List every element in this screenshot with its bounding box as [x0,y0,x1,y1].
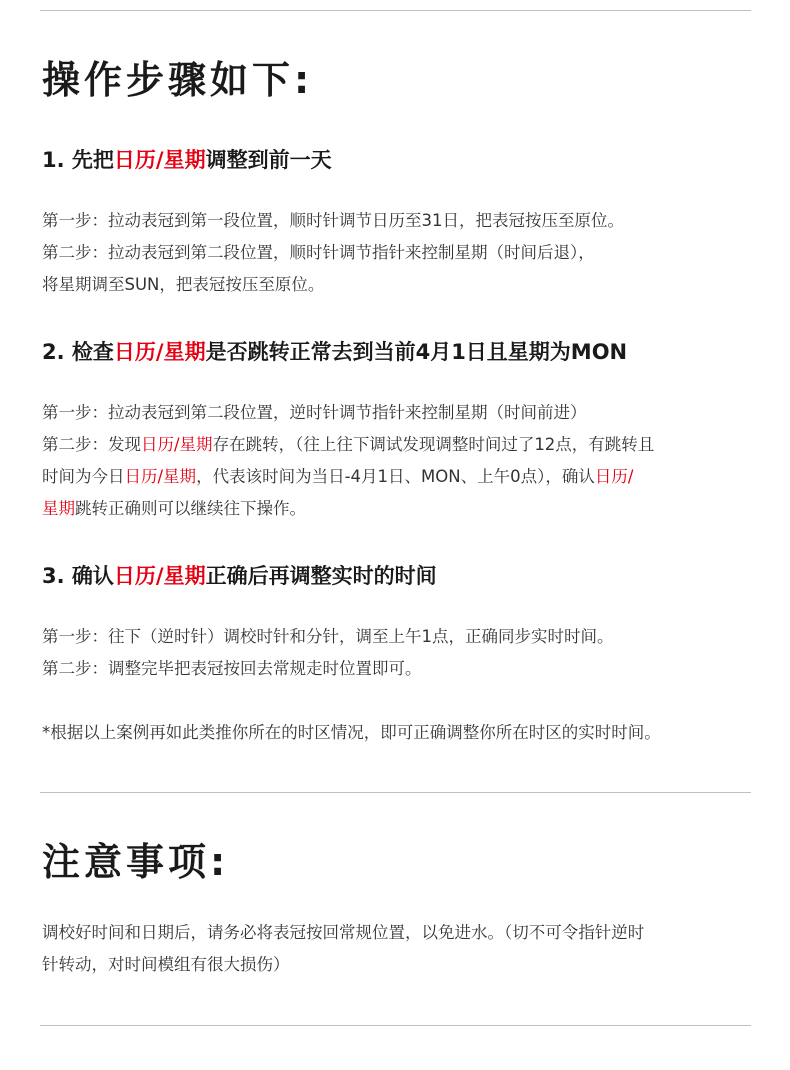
step2-line-3-highlight-2: 日历/ [594,467,634,486]
top-divider [40,10,751,11]
step2-line-4 [42,493,757,525]
step1-line-2: 第二步：拉动表冠到第二段位置，顺时针调节指针来控制星期（时间后退）， [42,243,595,262]
step3-line-2: 第二步：调整完毕把表冠按回去常规走时位置即可。 [42,659,422,678]
step3-line-1: 第一步：往下（逆时针）调校时针和分针，调至上午1点，正确同步实时时间。 [42,627,614,646]
step1-line-1: 第一步：拉动表冠到第一段位置，顺时针调节日历至31日，把表冠按压至原位。 [42,211,624,230]
step2-line-3 [42,461,757,493]
bottom-divider [40,1025,751,1026]
step1-heading-highlight: 日历/星期 [113,148,206,172]
notes-line-2: 针转动，对时间模组有很大损伤） [42,955,290,974]
step1-heading-suffix: 调整到前一天 [205,148,332,172]
footnote [42,717,757,749]
step2-heading-suffix: 是否跳转正常去到当前4月1日且星期为MON [205,340,628,364]
notes-line-1: 调校好时间和日期后，请务必将表冠按回常规位置，以免进水。（切不可令指针逆时 [42,923,645,942]
step1-heading [42,146,332,174]
step2-line-2-a: 第二步：发现 [42,435,141,454]
step1-heading-prefix: 1. 先把 [42,148,114,172]
step2-line-3-c: ，代表该时间为当日-4月1日、MON、上午0点），确认 [196,467,595,486]
step3-heading-prefix: 3. 确认 [42,564,114,588]
step2-line-2-c: 存在跳转，（往上往下调试发现调整时间过了12点，有跳转且 [212,435,655,454]
step3-heading-suffix: 正确后再调整实时的时间 [205,564,437,588]
step2-body [42,397,757,525]
step2-line-3-highlight: 日历/星期 [124,467,197,486]
middle-divider [40,792,751,793]
footnote-text: *根据以上案例再如此类推你所在的时区情况，即可正确调整你所在时区的实时时间。 [42,723,661,742]
step3-heading [42,562,437,590]
step2-line-4-highlight: 星期 [42,499,75,518]
notes-body [42,917,757,981]
notes-title: 注意事项: [42,840,230,884]
step2-line-2-highlight: 日历/星期 [141,435,213,454]
steps-title: 操作步骤如下: [42,58,314,102]
step2-line-2 [42,429,757,461]
step2-heading-highlight: 日历/星期 [113,340,206,364]
step2-line-4-b: 跳转正确则可以继续往下操作。 [75,499,306,518]
step2-heading [42,338,627,366]
step1-line-3: 将星期调至SUN，把表冠按压至原位。 [42,275,325,294]
step2-line-3-a: 时间为今日 [42,467,125,486]
step2-heading-prefix: 2. 检查 [42,340,114,364]
step1-body [42,205,757,301]
step3-body [42,621,757,685]
step3-heading-highlight: 日历/星期 [113,564,206,588]
step2-line-1: 第一步：拉动表冠到第二段位置，逆时针调节指针来控制星期（时间前进） [42,403,587,422]
